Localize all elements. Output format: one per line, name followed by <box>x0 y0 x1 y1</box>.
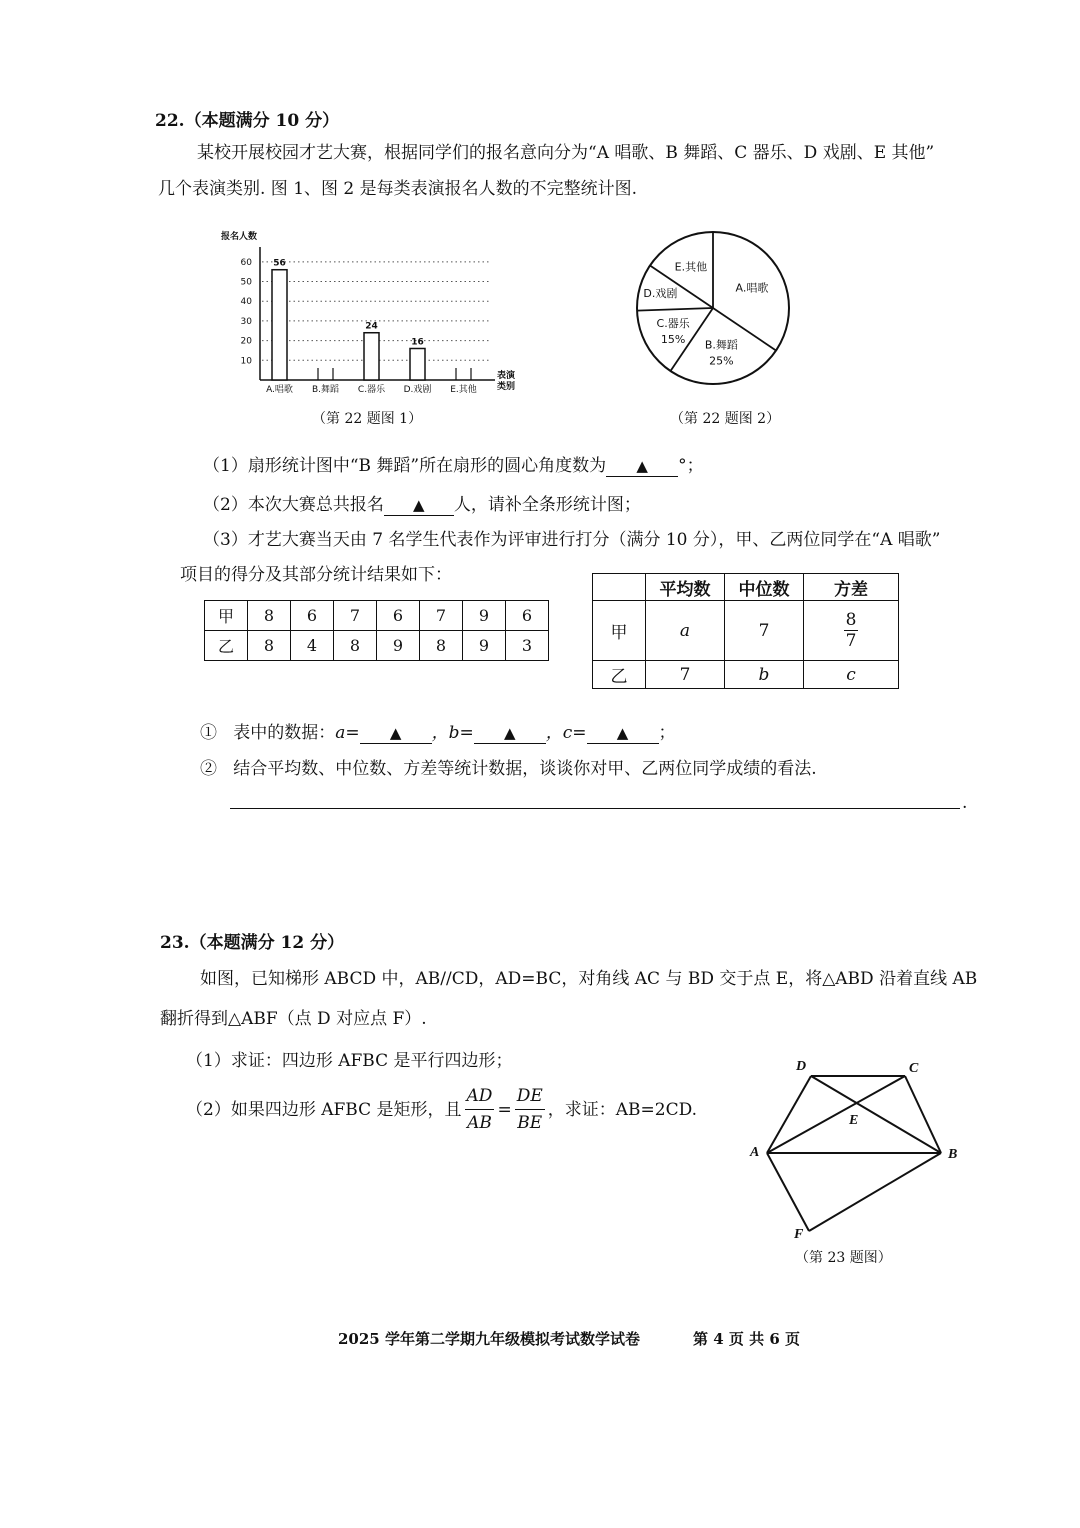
point-label-a: A <box>750 1145 760 1160</box>
score-cell: 7 <box>420 601 463 631</box>
q22-sub1 <box>200 720 676 746</box>
q22-part1-text: （1）扇形统计图中“B 舞蹈”所在扇形的圆心角度数为 <box>203 456 607 476</box>
segment-ac <box>767 1076 905 1153</box>
q23-part2-b: ，求证：AB=2CD. <box>547 1099 697 1120</box>
q22-intro-line1: 某校开展校园才艺大赛，根据同学们的报名意向分为“A 唱歌、B 舞蹈、C 器乐、D 戏剧、E 其他” <box>197 143 935 163</box>
x-axis-label: 类别 <box>497 382 516 392</box>
pie-chart <box>630 228 800 393</box>
x-tick-label: A.唱歌 <box>266 385 293 395</box>
variance-numerator: 8 <box>845 610 857 630</box>
q23-intro-line2: 翻折得到△ABF（点 D 对应点 F）. <box>160 1009 427 1029</box>
stats-header-mean: 平均数 <box>646 574 725 601</box>
sub1-mark: ① <box>200 723 217 743</box>
stats-header-empty <box>593 574 646 601</box>
bar <box>364 333 379 380</box>
score-cell: 8 <box>334 631 377 661</box>
b-label: ，b= <box>431 723 474 743</box>
fraction-de-be <box>515 1083 545 1136</box>
y-tick-label: 50 <box>240 277 252 288</box>
score-cell: 8 <box>248 601 291 631</box>
stats-header-median: 中位数 <box>725 574 804 601</box>
stats-table <box>592 573 899 689</box>
stats-variance-yi: c <box>804 661 899 689</box>
a-label: a= <box>335 723 360 743</box>
bar-chart-content <box>221 230 516 395</box>
q22-part3-line2: 项目的得分及其部分统计结果如下： <box>180 565 452 585</box>
q22-score-note: （本题满分 10 分） <box>184 111 340 131</box>
b-answer-blank[interactable] <box>474 723 546 744</box>
q22-part1 <box>203 453 704 479</box>
y-axis-label: 报名人数 <box>221 232 258 242</box>
q22-sub2 <box>200 756 817 782</box>
bar-data-label: 24 <box>365 321 378 332</box>
placeholder-triangle-icon: ▲ <box>503 724 516 742</box>
variance-denominator: 7 <box>845 631 857 651</box>
stats-name-yi: 乙 <box>593 661 646 689</box>
q22-part2-tail: 人，请补全条形统计图； <box>453 495 641 515</box>
footer-title: 2025 学年第二学期九年级模拟考试数学试卷 <box>338 1330 640 1348</box>
pie-percent-label: 25% <box>709 354 734 368</box>
q23-number: 23. <box>160 933 190 953</box>
scores-row-yi <box>205 631 549 661</box>
scores-row-jia <box>205 601 549 631</box>
fraction-ad-ab <box>465 1083 495 1136</box>
placeholder-triangle-icon: ▲ <box>616 724 629 742</box>
score-cell: 6 <box>291 601 334 631</box>
sub2-mark: ② <box>200 759 217 779</box>
q22-intro-line2: 几个表演类别. 图 1、图 2 是每类表演报名人数的不完整统计图. <box>158 179 638 199</box>
fraction2-denominator: BE <box>517 1113 543 1133</box>
bar <box>272 270 287 380</box>
point-label-b: B <box>948 1147 958 1162</box>
q22-part2 <box>203 492 641 518</box>
sub1-text: 表中的数据： <box>233 723 336 743</box>
q22-part2-text: （2）本次大赛总共报名 <box>203 495 384 515</box>
q22-part2-answer-blank[interactable] <box>384 495 454 516</box>
score-cell: 9 <box>377 631 420 661</box>
bar-chart <box>215 225 535 395</box>
q23-heading <box>160 928 344 953</box>
score-cell: 6 <box>377 601 420 631</box>
x-tick-label: B.舞蹈 <box>311 385 340 395</box>
bar <box>410 348 425 380</box>
bar-data-label: 56 <box>273 258 286 269</box>
x-tick-label: D.戏剧 <box>403 385 432 395</box>
y-tick-label: 40 <box>240 297 252 308</box>
pie-slice-label: A.唱歌 <box>735 281 769 295</box>
q23-intro-line1: 如图，已知梯形 ABCD 中，AB//CD，AD=BC，对角线 AC 与 BD 交于点 E，将△ABD 沿着直线 AB <box>200 969 978 989</box>
stats-header-variance: 方差 <box>804 574 899 601</box>
score-cell: 4 <box>291 631 334 661</box>
point-label-f: F <box>794 1227 804 1242</box>
fraction2-numerator: DE <box>515 1083 545 1110</box>
equals-sign: = <box>497 1099 512 1120</box>
stats-row-yi <box>593 661 899 689</box>
q22-part1-answer-blank[interactable] <box>606 456 678 477</box>
x-axis-label: 表演 <box>497 371 516 381</box>
pie-slice-label: C.器乐 <box>656 317 690 331</box>
x-tick-label: E.其他 <box>450 385 477 395</box>
stats-header-row <box>593 574 899 601</box>
pie-slice-label: B.舞蹈 <box>704 338 738 352</box>
score-cell: 9 <box>463 601 506 631</box>
x-tick-label: C.器乐 <box>357 385 386 395</box>
point-label-e: E <box>849 1113 859 1128</box>
q23-part1: （1）求证：四边形 AFBC 是平行四边形； <box>186 1051 513 1071</box>
stats-median-yi: b <box>725 661 804 689</box>
stats-name-jia: 甲 <box>593 601 646 661</box>
score-cell: 6 <box>506 601 549 631</box>
y-tick-label: 30 <box>240 316 252 327</box>
point-label-c: C <box>909 1061 919 1076</box>
q22-number: 22. <box>155 111 185 131</box>
scores-table <box>204 600 549 661</box>
segment-fb <box>809 1153 941 1231</box>
c-answer-blank[interactable] <box>587 723 659 744</box>
segment-af <box>767 1153 809 1231</box>
q23-part2-a: （2）如果四边形 AFBC 是矩形，且 <box>186 1099 462 1120</box>
pie-chart-content <box>637 232 789 384</box>
answer-line[interactable] <box>230 808 960 809</box>
pie-slice-label: E.其他 <box>674 260 708 274</box>
score-cell: 乙 <box>205 631 248 661</box>
q23-figure-caption: （第 23 题图） <box>795 1250 892 1266</box>
q22-caption1: （第 22 题图 1） <box>312 411 423 427</box>
y-tick-label: 60 <box>240 257 252 268</box>
q23-geometry-figure <box>745 1050 975 1245</box>
answer-line-end: . <box>962 793 968 813</box>
score-cell: 9 <box>463 631 506 661</box>
y-tick-label: 20 <box>240 336 252 347</box>
q23-score-note: （本题满分 12 分） <box>189 933 345 953</box>
a-answer-blank[interactable] <box>360 723 432 744</box>
placeholder-triangle-icon: ▲ <box>636 457 648 475</box>
fraction1-numerator: AD <box>465 1083 495 1110</box>
variance-fraction <box>844 610 859 651</box>
q22-part1-tail: °； <box>678 456 704 476</box>
score-cell: 8 <box>248 631 291 661</box>
score-cell: 3 <box>506 631 549 661</box>
stats-median-jia: 7 <box>725 601 804 661</box>
y-tick-label: 10 <box>240 356 252 367</box>
q22-heading <box>155 106 339 131</box>
q23-part2 <box>186 1083 697 1136</box>
stats-mean-yi: 7 <box>646 661 725 689</box>
q22-caption2: （第 22 题图 2） <box>670 411 781 427</box>
score-cell: 7 <box>334 601 377 631</box>
score-cell: 8 <box>420 631 463 661</box>
bar-data-label: 16 <box>411 337 424 348</box>
pie-slice-label: D.戏剧 <box>643 286 678 300</box>
segment-db <box>811 1076 941 1153</box>
c-label: ，c= <box>545 723 587 743</box>
footer-page: 第 4 页 共 6 页 <box>693 1330 800 1348</box>
point-label-d: D <box>796 1059 807 1074</box>
fraction1-denominator: AB <box>467 1113 492 1133</box>
sub1-tail: ； <box>658 723 676 743</box>
placeholder-triangle-icon: ▲ <box>389 724 402 742</box>
stats-variance-jia <box>804 601 899 661</box>
score-cell: 甲 <box>205 601 248 631</box>
q22-part3-line1: （3）才艺大赛当天由 7 名学生代表作为评审进行打分（满分 10 分），甲、乙两位同学在“A 唱歌” <box>203 530 941 550</box>
pie-percent-label: 15% <box>660 333 686 347</box>
stats-row-jia <box>593 601 899 661</box>
stats-mean-jia: a <box>646 601 725 661</box>
placeholder-triangle-icon: ▲ <box>413 496 425 514</box>
sub2-text: 结合平均数、中位数、方差等统计数据，谈谈你对甲、乙两位同学成绩的看法. <box>233 759 817 779</box>
